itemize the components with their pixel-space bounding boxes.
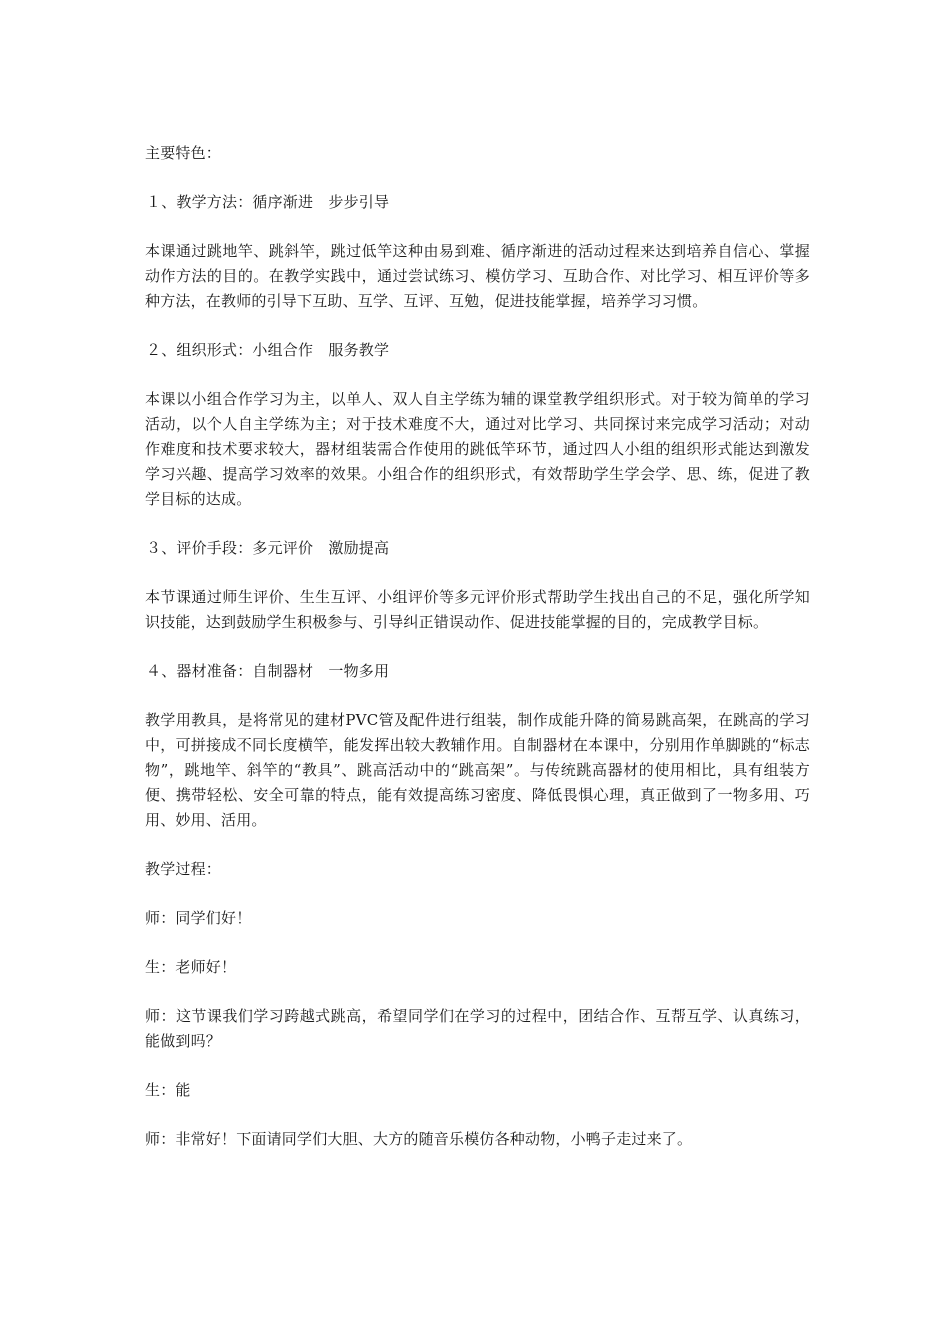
section-3-body: 本节课通过师生评价、生生互评、小组评价等多元评价形式帮助学生找出自己的不足，强化所学知识技能，达到鼓励学生积极参与、引导纠正错误动作、促进技能掌握的目的，完成教学目标。 — [145, 588, 810, 631]
dialogue-line-5: 师：非常好！下面请同学们大胆、大方的随音乐模仿各种动物，小鸭子走过来了。 — [145, 1130, 693, 1148]
document-body — [145, 141, 810, 1152]
process-title: 教学过程： — [145, 860, 222, 878]
section-2-body: 本课以小组合作学习为主，以单人、双人自主学练为辅的课堂教学组织形式。对于较为简单的学习活动，以个人自主学练为主；对于技术难度不大，通过对比学习、共同探讨来完成学习活动；对动作难度和技术要求较大，器材组装需合作使用的跳低竿环节，通过四人小组的组织形式能达到激发学习兴趣、提高学习效率的效果。小组合作的组织形式，有效帮助学生学会学、思、练，促进了教学目标的达成。 — [145, 390, 810, 508]
section-2-heading: ２、组织形式：小组合作 服务教学 — [146, 341, 390, 359]
dialogue-line-4: 生：能 — [145, 1081, 191, 1099]
dialogue-line-1: 师：同学们好！ — [145, 909, 252, 927]
section-4-heading: ４、器材准备：自制器材 一物多用 — [146, 662, 390, 680]
section-1-body: 本课通过跳地竿、跳斜竿，跳过低竿这种由易到难、循序渐进的活动过程来达到培养自信心、掌握动作方法的目的。在教学实践中，通过尝试练习、模仿学习、互助合作、对比学习、相互评价等多种方法，在教师的引导下互助、互学、互评、互勉，促进技能掌握，培养学习习惯。 — [145, 242, 810, 310]
section-1-heading: １、教学方法：循序渐进 步步引导 — [146, 193, 390, 211]
dialogue-line-2: 生：老师好！ — [145, 958, 237, 976]
features-title: 主要特色： — [145, 144, 222, 162]
section-3-heading: ３、评价手段：多元评价 激励提高 — [146, 539, 390, 557]
section-4-body: 教学用教具，是将常见的建材PVC管及配件进行组装，制作成能升降的简易跳高架，在跳高的学习中，可拼接成不同长度横竿，能发挥出较大教辅作用。自制器材在本课中，分别用作单脚跳的“标志物”，跳地竿、斜竿的“教具”、跳高活动中的“跳高架”。与传统跳高器材的使用相比，具有组装方便、携带轻松、安全可靠的特点，能有效提高练习密度、降低畏惧心理，真正做到了一物多用、巧用、妙用、活用。 — [145, 711, 810, 829]
dialogue-line-3: 师：这节课我们学习跨越式跳高，希望同学们在学习的过程中，团结合作、互帮互学、认真练习，能做到吗？ — [145, 1007, 810, 1050]
